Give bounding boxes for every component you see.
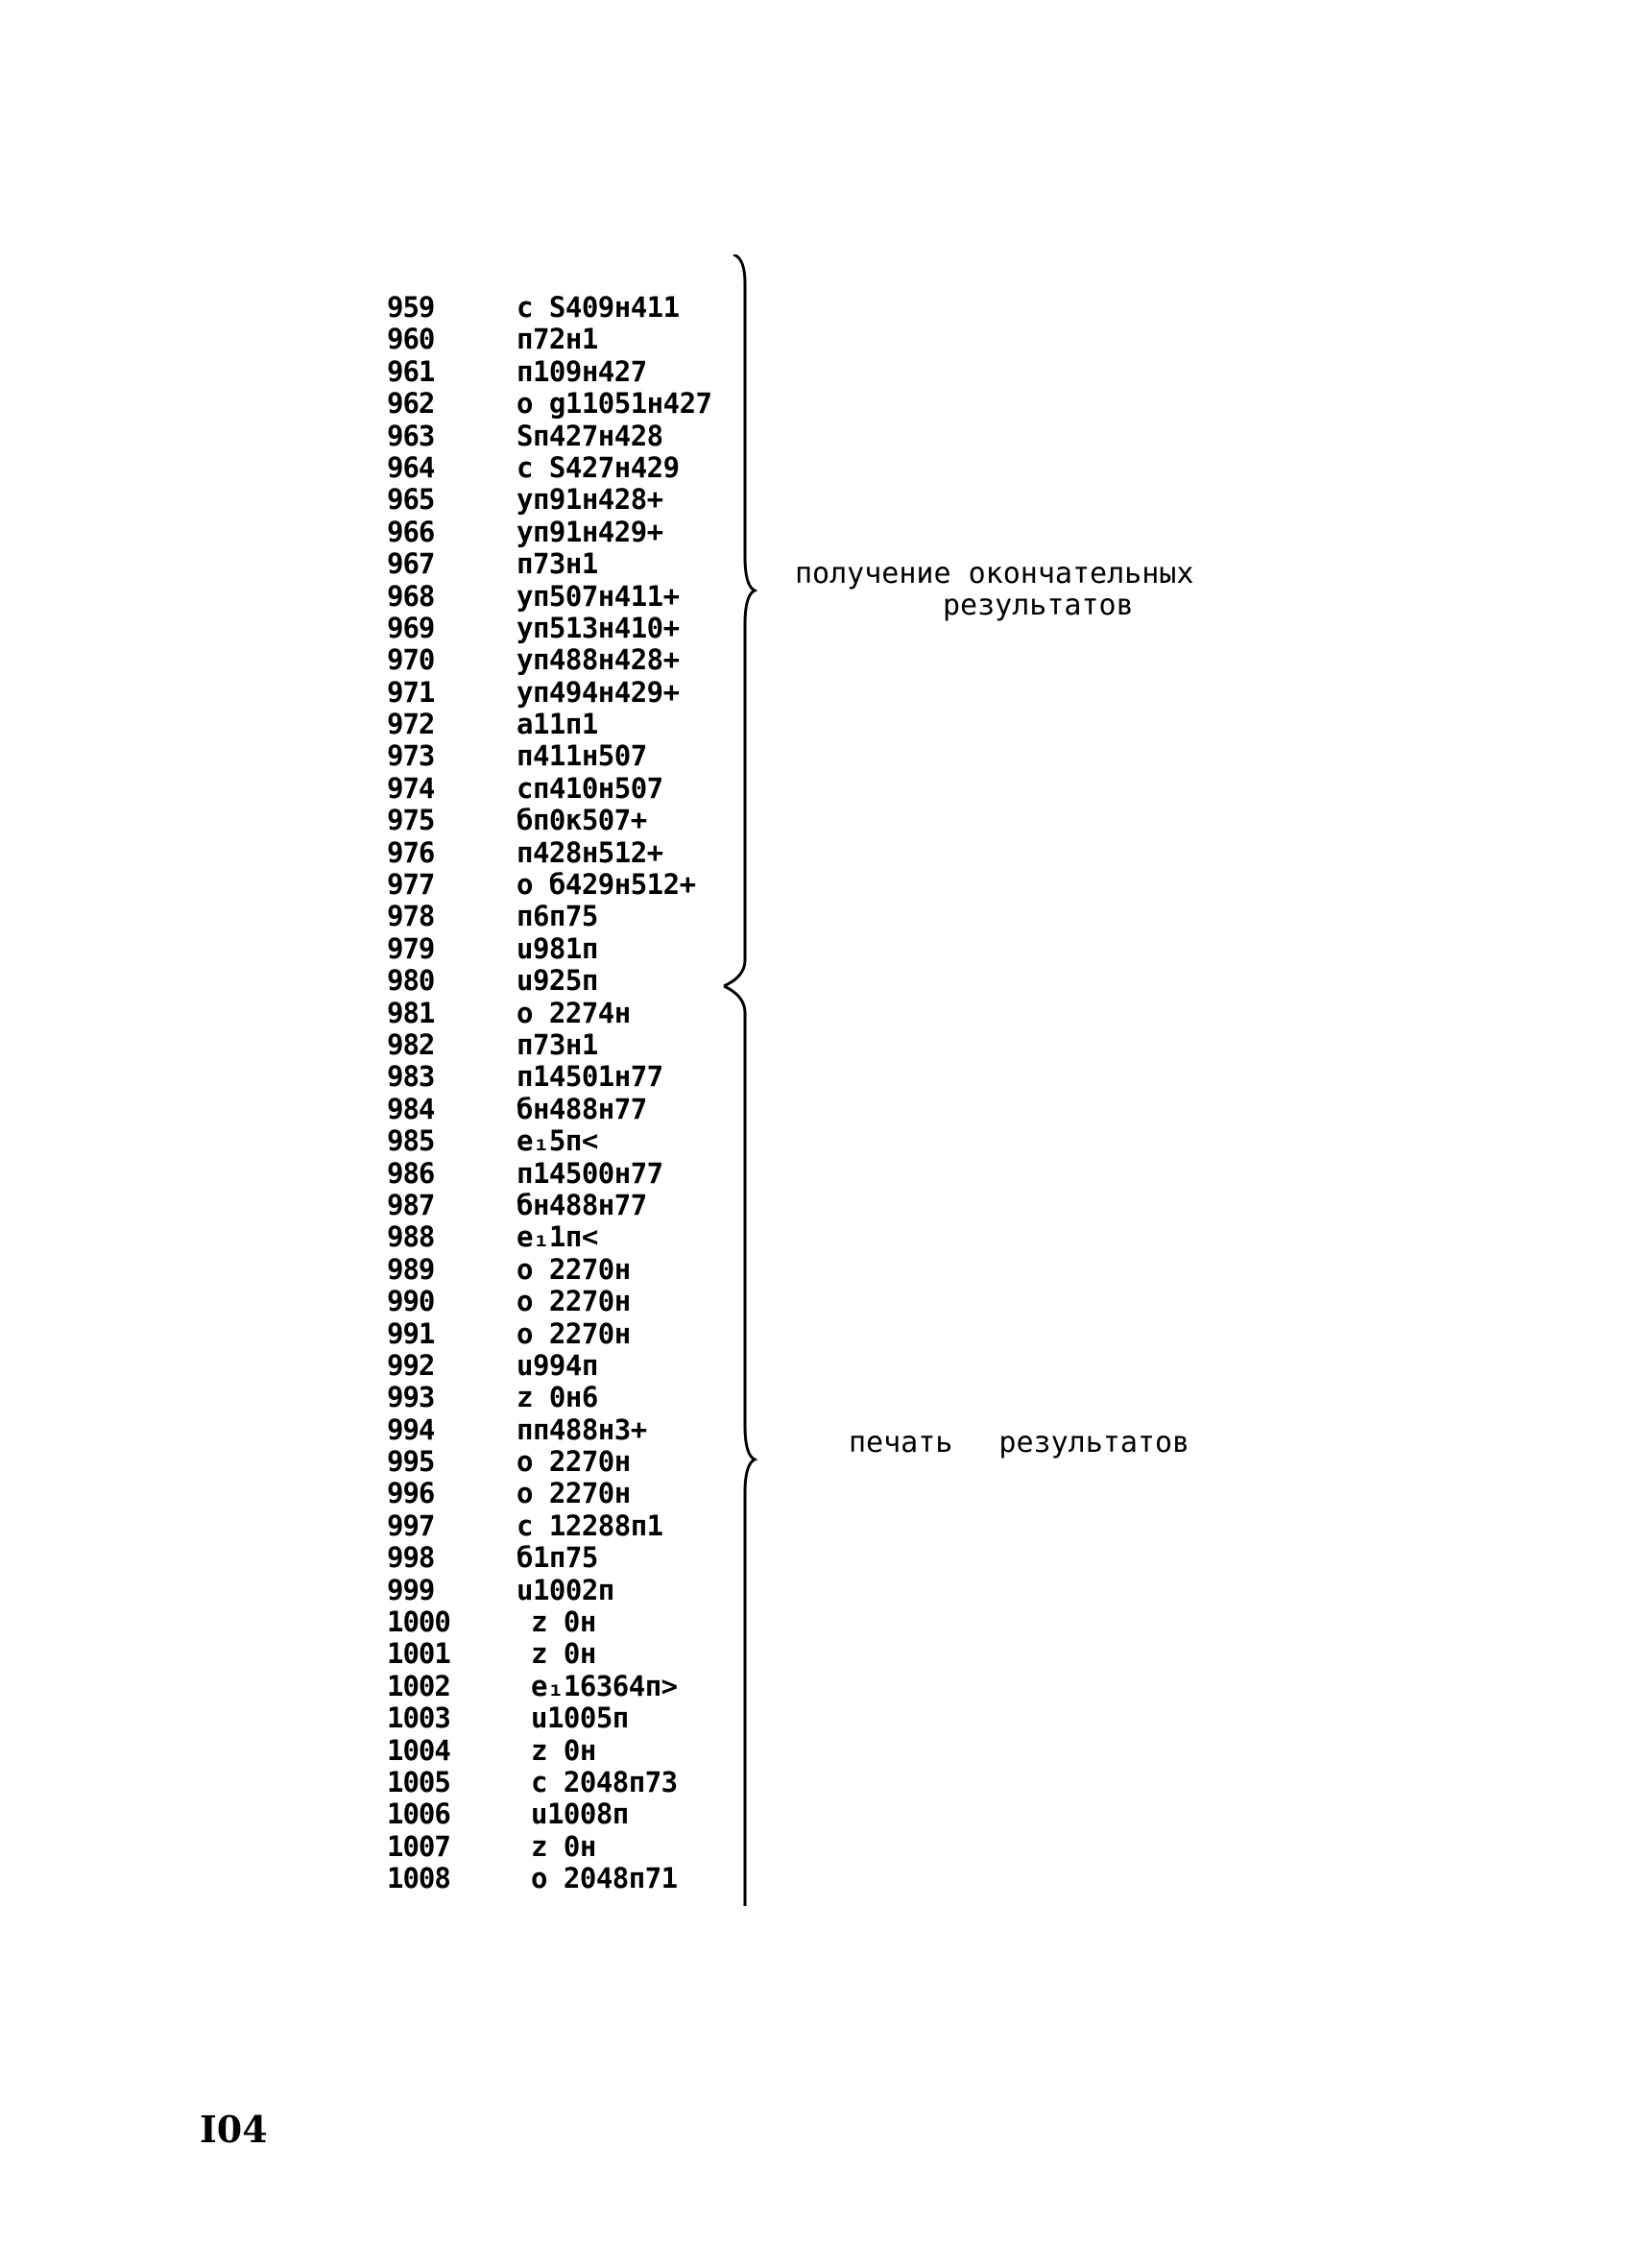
instruction-code: yп91н428+ bbox=[517, 483, 663, 517]
listing-row bbox=[387, 1671, 742, 1702]
final-results-note-line1: получение окончательных bbox=[795, 557, 1194, 591]
instruction-address: 976 bbox=[387, 835, 435, 869]
instruction-code: u1005п bbox=[531, 1701, 629, 1735]
instruction-address: 1005 bbox=[387, 1765, 450, 1798]
listing-row bbox=[387, 837, 742, 869]
instruction-address: 964 bbox=[387, 450, 435, 484]
listing-row bbox=[387, 1831, 742, 1863]
listing-row bbox=[387, 933, 742, 965]
listing-row bbox=[387, 1094, 742, 1125]
instruction-code: o 2274н bbox=[517, 996, 631, 1029]
instruction-code: п411н507 bbox=[517, 739, 647, 773]
instruction-code: u981п bbox=[517, 931, 598, 965]
listing-row bbox=[387, 1542, 742, 1574]
instruction-code: c S409н411 bbox=[517, 291, 680, 324]
instruction-address: 1002 bbox=[387, 1669, 450, 1702]
instruction-address: 981 bbox=[387, 996, 435, 1029]
instruction-code: a11п1 bbox=[517, 708, 598, 741]
instruction-address: 960 bbox=[387, 323, 435, 356]
instruction-address: 987 bbox=[387, 1188, 435, 1221]
instruction-code: e₁1п< bbox=[517, 1220, 598, 1254]
listing-row bbox=[387, 1702, 742, 1734]
listing-row bbox=[387, 1029, 742, 1061]
listing-row bbox=[387, 292, 742, 324]
instruction-address: 974 bbox=[387, 771, 435, 805]
instruction-address: 1004 bbox=[387, 1733, 450, 1767]
instruction-code: o 2270н bbox=[517, 1316, 631, 1350]
instruction-address: 962 bbox=[387, 387, 435, 421]
instruction-address: 973 bbox=[387, 739, 435, 773]
listing-row bbox=[387, 613, 742, 644]
instruction-address: 978 bbox=[387, 900, 435, 933]
instruction-code: п428н512+ bbox=[517, 835, 663, 869]
instruction-address: 970 bbox=[387, 643, 435, 677]
instruction-address: 995 bbox=[387, 1445, 435, 1479]
instruction-address: 980 bbox=[387, 964, 435, 998]
listing-row bbox=[387, 1350, 742, 1382]
listing-row bbox=[387, 1190, 742, 1221]
instruction-address: 986 bbox=[387, 1156, 435, 1190]
instruction-code: п109н427 bbox=[517, 354, 647, 388]
listing-row bbox=[387, 484, 742, 516]
instruction-code: z 0н bbox=[531, 1605, 596, 1639]
instruction-address: 1000 bbox=[387, 1605, 450, 1639]
instruction-code: c S427н429 bbox=[517, 450, 680, 484]
listing-row bbox=[387, 901, 742, 932]
instruction-address: 991 bbox=[387, 1316, 435, 1350]
instruction-address: 967 bbox=[387, 547, 435, 581]
lower-brace bbox=[724, 986, 755, 1906]
listing-row bbox=[387, 1478, 742, 1509]
page-number: I04 bbox=[200, 2108, 268, 2151]
instruction-code: б1п75 bbox=[517, 1541, 598, 1575]
listing-row bbox=[387, 548, 742, 580]
instruction-code: o g11051н427 bbox=[517, 387, 712, 421]
listing-row bbox=[387, 324, 742, 355]
listing-row bbox=[387, 1735, 742, 1767]
listing-row bbox=[387, 1125, 742, 1157]
instruction-code: e₁16364п> bbox=[531, 1669, 678, 1702]
instruction-code: c 12288п1 bbox=[517, 1508, 663, 1542]
instruction-code: Sп427н428 bbox=[517, 419, 663, 452]
instruction-code: e₁5п< bbox=[517, 1124, 598, 1158]
instruction-code: yп507н411+ bbox=[517, 579, 680, 613]
instruction-address: 979 bbox=[387, 931, 435, 965]
listing-row bbox=[387, 1510, 742, 1542]
instruction-address: 982 bbox=[387, 1027, 435, 1061]
instruction-code: п73н1 bbox=[517, 547, 598, 581]
instruction-code: z 0н6 bbox=[517, 1381, 598, 1414]
instruction-code: u994п bbox=[517, 1348, 598, 1382]
instruction-code: o 2270н bbox=[517, 1445, 631, 1479]
grouping-brace bbox=[710, 254, 758, 1906]
listing-row bbox=[387, 998, 742, 1029]
listing-row bbox=[387, 773, 742, 805]
listing-row bbox=[387, 805, 742, 836]
instruction-code: o 2270н bbox=[517, 1477, 631, 1510]
instruction-code: п6п75 bbox=[517, 900, 598, 933]
instruction-address: 969 bbox=[387, 611, 435, 644]
instruction-address: 998 bbox=[387, 1541, 435, 1575]
listing-row bbox=[387, 1382, 742, 1413]
final-results-note-line2: результатов bbox=[943, 589, 1134, 622]
instruction-code: cп410н507 bbox=[517, 771, 663, 805]
instruction-code: z 0н bbox=[531, 1829, 596, 1863]
instruction-code: u925п bbox=[517, 964, 598, 998]
instruction-address: 983 bbox=[387, 1060, 435, 1094]
instruction-code: п14501н77 bbox=[517, 1060, 663, 1094]
instruction-address: 977 bbox=[387, 868, 435, 902]
instruction-code: o 2270н bbox=[517, 1252, 631, 1286]
listing-row bbox=[387, 1414, 742, 1446]
listing-row bbox=[387, 677, 742, 709]
listing-row bbox=[387, 1638, 742, 1670]
instruction-address: 1006 bbox=[387, 1798, 450, 1831]
instruction-address: 985 bbox=[387, 1124, 435, 1158]
instruction-address: 971 bbox=[387, 675, 435, 709]
instruction-code: п72н1 bbox=[517, 323, 598, 356]
instruction-code: бп0к507+ bbox=[517, 804, 647, 837]
instruction-code: бн488н77 bbox=[517, 1188, 647, 1221]
listing-row bbox=[387, 869, 742, 901]
instruction-address: 996 bbox=[387, 1477, 435, 1510]
instruction-address: 966 bbox=[387, 515, 435, 548]
instruction-address: 1003 bbox=[387, 1701, 450, 1735]
instruction-code: o б429н512+ bbox=[517, 868, 696, 902]
instruction-address: 963 bbox=[387, 419, 435, 452]
listing-row bbox=[387, 1446, 742, 1478]
listing-row bbox=[387, 452, 742, 484]
listing-row bbox=[387, 644, 742, 676]
instruction-address: 999 bbox=[387, 1573, 435, 1606]
listing-row bbox=[387, 1318, 742, 1350]
instruction-code: o 2048п71 bbox=[531, 1862, 678, 1895]
instruction-address: 988 bbox=[387, 1220, 435, 1254]
instruction-address: 990 bbox=[387, 1285, 435, 1318]
instruction-code: o 2270н bbox=[517, 1285, 631, 1318]
instruction-address: 972 bbox=[387, 708, 435, 741]
listing-row bbox=[387, 1061, 742, 1093]
listing-row bbox=[387, 740, 742, 772]
instruction-address: 959 bbox=[387, 291, 435, 324]
instruction-code: п14500н77 bbox=[517, 1156, 663, 1190]
instruction-code: u1002п bbox=[517, 1573, 614, 1606]
listing-row bbox=[387, 356, 742, 388]
instruction-address: 961 bbox=[387, 354, 435, 388]
instruction-code: п73н1 bbox=[517, 1027, 598, 1061]
instruction-code: yп513н410+ bbox=[517, 611, 680, 644]
listing-row bbox=[387, 1863, 742, 1894]
instruction-address: 989 bbox=[387, 1252, 435, 1286]
instruction-code: пп488н3+ bbox=[517, 1412, 647, 1446]
listing-row bbox=[387, 1254, 742, 1286]
instruction-code: u1008п bbox=[531, 1798, 629, 1831]
instruction-address: 997 bbox=[387, 1508, 435, 1542]
instruction-code: z 0н bbox=[531, 1733, 596, 1767]
instruction-code: yп91н429+ bbox=[517, 515, 663, 548]
listing-row bbox=[387, 709, 742, 740]
instruction-address: 993 bbox=[387, 1381, 435, 1414]
program-listing bbox=[387, 292, 742, 1895]
listing-row bbox=[387, 965, 742, 997]
listing-row bbox=[387, 1158, 742, 1190]
listing-row bbox=[387, 1767, 742, 1798]
listing-row bbox=[387, 1575, 742, 1606]
listing-row bbox=[387, 517, 742, 548]
listing-row bbox=[387, 421, 742, 452]
instruction-address: 992 bbox=[387, 1348, 435, 1382]
instruction-address: 1008 bbox=[387, 1862, 450, 1895]
upper-brace bbox=[724, 254, 755, 986]
instruction-code: c 2048п73 bbox=[531, 1765, 678, 1798]
instruction-address: 968 bbox=[387, 579, 435, 613]
instruction-code: z 0н bbox=[531, 1637, 596, 1671]
instruction-code: бн488н77 bbox=[517, 1092, 647, 1125]
listing-row bbox=[387, 1286, 742, 1317]
print-results-note: печать результатов bbox=[849, 1426, 1190, 1460]
instruction-code: yп488н428+ bbox=[517, 643, 680, 677]
listing-row bbox=[387, 581, 742, 613]
instruction-address: 984 bbox=[387, 1092, 435, 1125]
listing-row bbox=[387, 388, 742, 420]
listing-row bbox=[387, 1798, 742, 1830]
instruction-address: 965 bbox=[387, 483, 435, 517]
instruction-address: 975 bbox=[387, 804, 435, 837]
instruction-address: 1007 bbox=[387, 1829, 450, 1863]
listing-row bbox=[387, 1221, 742, 1253]
instruction-code: yп494н429+ bbox=[517, 675, 680, 709]
instruction-address: 994 bbox=[387, 1412, 435, 1446]
listing-row bbox=[387, 1606, 742, 1638]
instruction-address: 1001 bbox=[387, 1637, 450, 1671]
